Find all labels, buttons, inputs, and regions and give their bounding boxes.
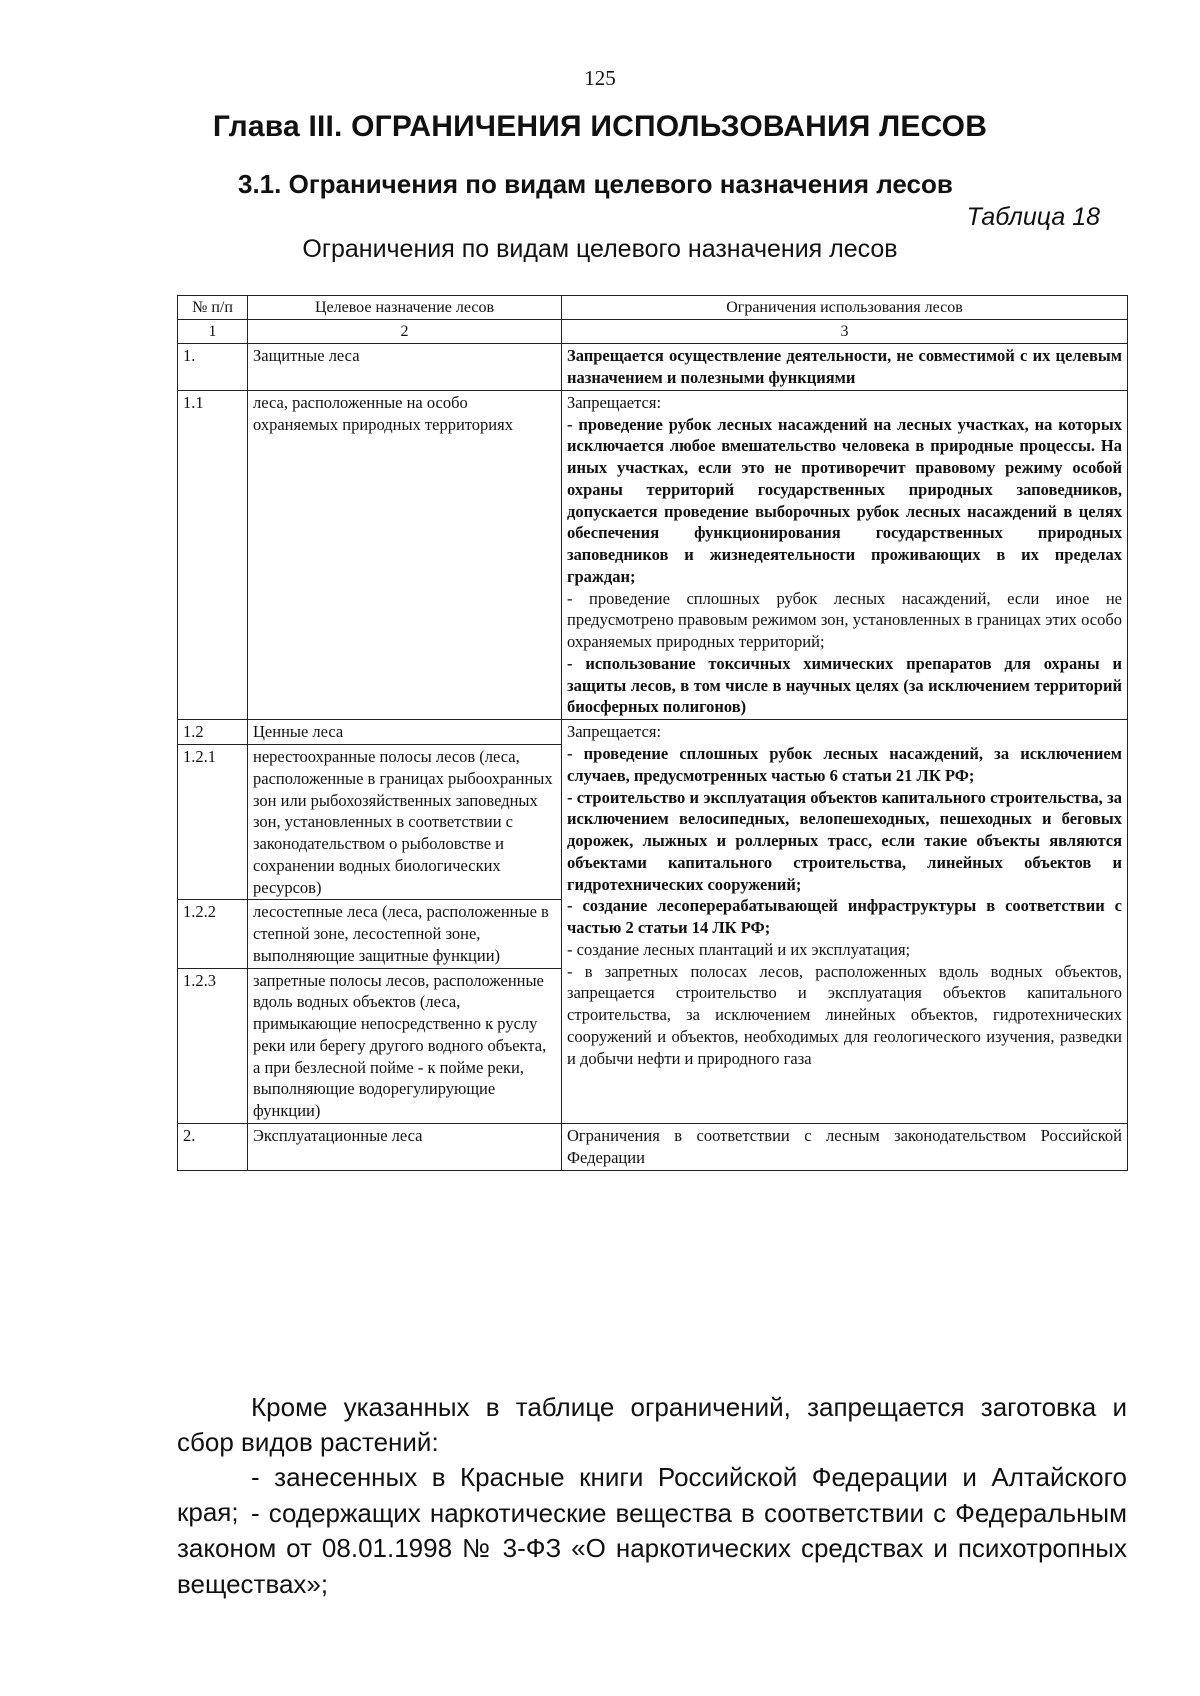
column-numbers-row	[178, 320, 1128, 344]
table-header-row	[178, 296, 1128, 320]
row-number: 1.2.3	[178, 968, 248, 1123]
restriction-item: - в запретных полосах лесов, расположенных вдоль водных объектов, запрещается строительство и эксплуатация объектов капитального строительства, за исключением линейных объектов, гидротехнических сооружений и объектов, необходимых для геологического изучения, разведки и добычи нефти и природного газа	[567, 961, 1122, 1068]
restriction-title: Запрещается:	[567, 722, 662, 742]
restriction-item: - проведение сплошных рубок лесных насаждений, за исключением случаев, предусмотренных частью 6 статьи 21 ЛК РФ;	[567, 744, 1122, 785]
row-restriction	[562, 390, 1128, 719]
row-purpose: запретные полосы лесов, расположенные вдоль водных объектов (леса, примыкающие непосредственно к руслу реки или берегу другого водного объекта, а при безлесной пойме - к пойме реки, выполняющие водорегулирующие функции)	[248, 968, 562, 1123]
table-row	[178, 1124, 1128, 1171]
restriction-item: - проведение рубок лесных насаждений на лесных участках, на которых исключается любое вмешательство человека в природные процессы. На иных участках, если это не противоречит правовому режиму особой охраны территорий государственных природных заповедников, допускается проведение выборочных рубок лесных насаждений в целях обеспечения функционирования государственных природных заповедников и жизнедеятельности проживающих в их пределах граждан;	[567, 414, 1122, 586]
body-paragraph: - занесенных в Красные книги Российской Федерации и Алтайского края;	[177, 1462, 1127, 1528]
restrictions-table	[177, 295, 1128, 1171]
restriction-item: - создание лесных плантаций и их эксплуатация;	[567, 939, 911, 959]
restriction-text: Запрещается осуществление деятельности, не совместимой с их целевым назначением и полезными функциями	[567, 346, 1122, 387]
restriction-item: - использование токсичных химических препаратов для охраны и защиты лесов, в том числе в научных целях (за исключением территорий биосферных полигонов)	[567, 653, 1122, 717]
row-purpose: нерестоохранные полосы лесов (леса, расположенные в границах рыбоохранных зон или рыбохозяйственных заповедных зон, установленных в соответствии с законодательством о рыболовстве и сохранении водных биологических ресурсов)	[248, 745, 562, 900]
restriction-item: - проведение сплошных рубок лесных насаждений, если иное не предусмотрено правовым режимом зон, установленных в границах этих особо охраняемых природных территорий;	[567, 588, 1122, 652]
row-purpose: Ценные леса	[248, 720, 562, 745]
header-number: № п/п	[178, 296, 248, 320]
column-number: 3	[562, 320, 1128, 344]
row-number: 1.1	[178, 390, 248, 719]
row-number: 1.2.1	[178, 745, 248, 900]
chapter-title: Глава III. ОГРАНИЧЕНИЯ ИСПОЛЬЗОВАНИЯ ЛЕСОВ	[212, 110, 988, 143]
row-number: 1.2	[178, 720, 248, 745]
row-purpose: лесостепные леса (леса, расположенные в степной зоне, лесостепной зоне, выполняющие защитные функции)	[248, 900, 562, 968]
restriction-title: Запрещается:	[567, 392, 662, 412]
row-restriction	[562, 720, 1128, 1124]
column-number: 1	[178, 320, 248, 344]
restriction-text: Ограничения в соответствии с лесным законодательством Российской Федерации	[567, 1126, 1122, 1167]
header-purpose: Целевое назначение лесов	[248, 296, 562, 320]
row-number: 1.	[178, 344, 248, 391]
section-title: 3.1. Ограничения по видам целевого назначения лесов	[238, 169, 953, 199]
restriction-item: - строительство и эксплуатация объектов капитального строительства, за исключением велосипедных, велопешеходных, пешеходных и беговых дорожек, лыжных и роллерных трасс, если такие объекты являются объектами капитального строительства, линейных объектов и гидротехнических сооружений;	[567, 787, 1122, 894]
row-restriction	[562, 344, 1128, 391]
row-restriction	[562, 1124, 1128, 1171]
row-number: 2.	[178, 1124, 248, 1171]
column-number: 2	[248, 320, 562, 344]
table-row	[178, 390, 1128, 719]
table-row	[178, 720, 1128, 745]
row-purpose: леса, расположенные на особо охраняемых природных территориях	[248, 390, 562, 719]
row-purpose: Защитные леса	[248, 344, 562, 391]
header-restrictions: Ограничения использования лесов	[562, 296, 1128, 320]
table-caption: Ограничения по видам целевого назначения лесов	[302, 235, 898, 263]
row-purpose: Эксплуатационные леса	[248, 1124, 562, 1171]
table-label: Таблица 18	[966, 203, 1100, 231]
table-row	[178, 344, 1128, 391]
restriction-item: - создание лесоперерабатывающей инфраструктуры в соответствии с частью 2 статьи 14 ЛК РФ;	[567, 896, 1122, 938]
body-paragraph: - содержащих наркотические вещества в соответствии с Федеральным законом от 08.01.1998 № 3-ФЗ «О наркотических средствах и психотропных веществах»;	[177, 1498, 1127, 1599]
page-number: 125	[584, 66, 616, 90]
body-paragraph: Кроме указанных в таблице ограничений, запрещается заготовка и сбор видов растений:	[177, 1392, 1127, 1458]
row-number: 1.2.2	[178, 900, 248, 968]
